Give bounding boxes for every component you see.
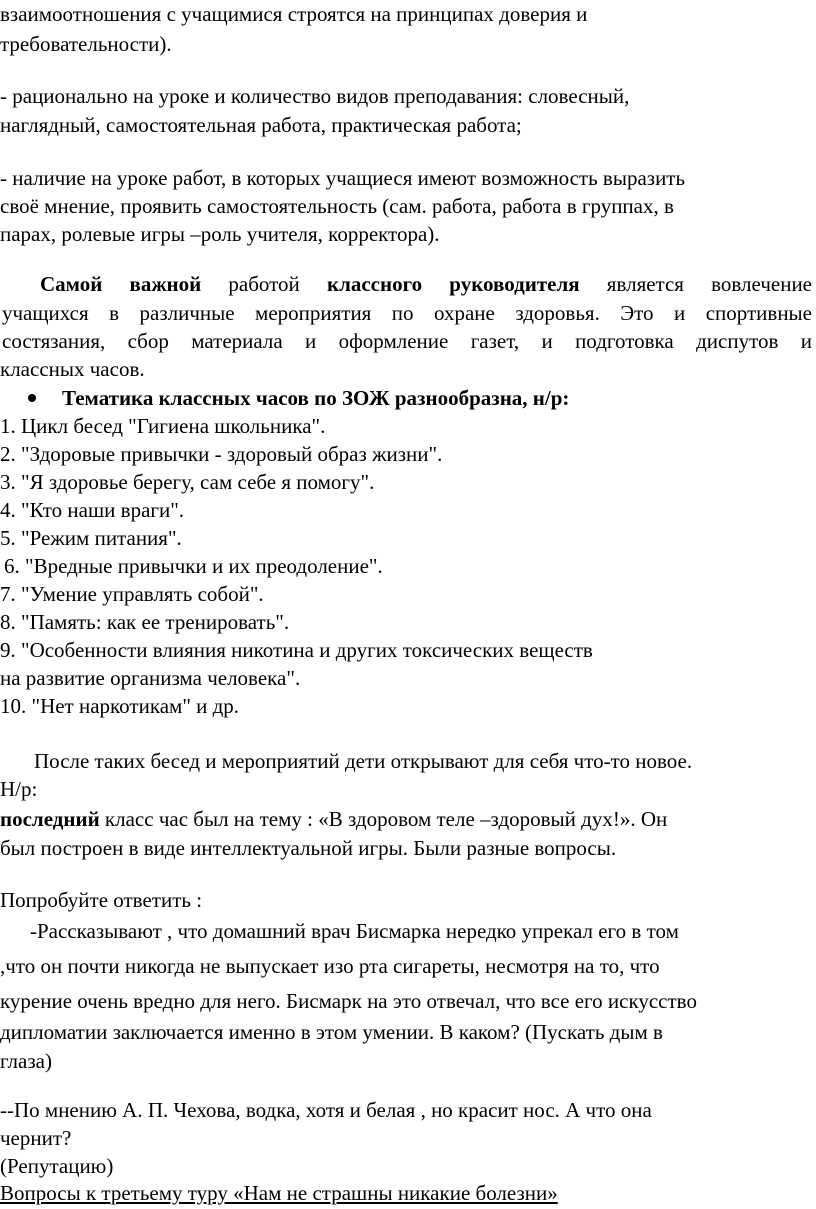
after-line-4: был построен в виде интеллектуальной игры. Были разные вопросы. bbox=[0, 836, 617, 860]
quiz-q2-answer: (Репутацию) bbox=[0, 1154, 114, 1178]
main-text-1: работой bbox=[201, 272, 327, 296]
quiz-q1-line-2: ,что он почти никогда не выпускает изо рта сигареты, несмотря на то, что bbox=[0, 954, 660, 978]
quiz-q2-line-1: --По мнению А. П. Чехова, водка, хотя и белая , но красит нос. А что она bbox=[0, 1098, 652, 1122]
main-bold-2: классного руководителя bbox=[326, 272, 580, 296]
topic-item: 8. "Память: как ее тренировать". bbox=[0, 610, 290, 634]
topic-item: на развитие организма человека". bbox=[0, 666, 301, 690]
topic-item: 6. "Вредные привычки и их преодоление". bbox=[4, 554, 383, 578]
point-1-line-2: наглядный, самостоятельная работа, практическая работа; bbox=[0, 113, 522, 137]
after-bold: последний bbox=[0, 807, 100, 831]
point-2-line-3: парах, ролевые игры –роль учителя, корректора). bbox=[0, 222, 440, 246]
topic-item: 4. "Кто наши враги". bbox=[0, 498, 185, 522]
topic-item: 10. "Нет наркотикам" и др. bbox=[0, 694, 240, 718]
topic-item: 5. "Режим питания". bbox=[0, 526, 182, 550]
main-bold-1: Самой важной bbox=[40, 272, 202, 296]
topic-item: 9. "Особенности влияния никотина и других токсических веществ bbox=[0, 638, 593, 662]
intro-line-2: требовательности). bbox=[0, 32, 172, 56]
main-para-line-4: классных часов. bbox=[0, 357, 145, 381]
quiz-q1-line-5: глаза) bbox=[0, 1049, 52, 1073]
point-1-line-1: - рационально на уроке и количество видов преподавания: словесный, bbox=[0, 84, 630, 108]
intro-line-1: взаимоотношения с учащимися строятся на принципах доверия и bbox=[0, 2, 588, 26]
quiz-q1-line-3: курение очень вредно для него. Бисмарк на это отвечал, что все его искусство bbox=[0, 989, 697, 1013]
topics-heading-text: Тематика классных часов по ЗОЖ разнообразна, н/р: bbox=[62, 386, 570, 410]
main-para-line-2: учащихся в различные мероприятия по охране здоровья. Это и спортивные bbox=[2, 301, 812, 325]
quiz-try: Попробуйте ответить : bbox=[0, 888, 203, 912]
main-para-line-1 bbox=[2, 271, 812, 297]
after-rest: класс час был на тему : «В здоровом теле –здоровый дух!». Он bbox=[99, 807, 668, 831]
point-2-line-1: - наличие на уроке работ, в которых учащиеся имеют возможность выразить bbox=[0, 166, 686, 190]
topic-item: 1. Цикл бесед "Гигиена школьника". bbox=[0, 414, 326, 438]
topics-heading bbox=[0, 385, 569, 411]
topic-item: 2. "Здоровые привычки - здоровый образ жизни". bbox=[0, 442, 443, 466]
after-line-2: Н/р: bbox=[0, 777, 38, 801]
quiz-q2-line-2: чернит? bbox=[0, 1126, 72, 1150]
round3-heading: Вопросы к третьему туру «Нам не страшны никакие болезни» bbox=[0, 1181, 558, 1205]
after-line-1: После таких бесед и мероприятий дети открывают для себя что-то новое. bbox=[34, 749, 693, 773]
bullet-icon bbox=[28, 394, 36, 402]
quiz-q1-line-4: дипломатии заключается именно в этом умении. В каком? (Пускать дым в bbox=[0, 1020, 663, 1044]
main-para-line-3: состязания, сбор материала и оформление газет, и подготовка диспутов и bbox=[2, 329, 812, 353]
main-text-2: является вовлечение bbox=[579, 272, 813, 296]
topic-item: 3. "Я здоровье берегу, сам себе я помогу". bbox=[0, 470, 375, 494]
point-2-line-2: своё мнение, проявить самостоятельность (сам. работа, работа в группах, в bbox=[0, 194, 674, 218]
after-line-3 bbox=[0, 806, 667, 832]
topic-item: 7. "Умение управлять собой". bbox=[0, 582, 264, 606]
quiz-q1-line-1: -Рассказывают , что домашний врач Бисмарка нередко упрекал его в том bbox=[30, 919, 679, 943]
